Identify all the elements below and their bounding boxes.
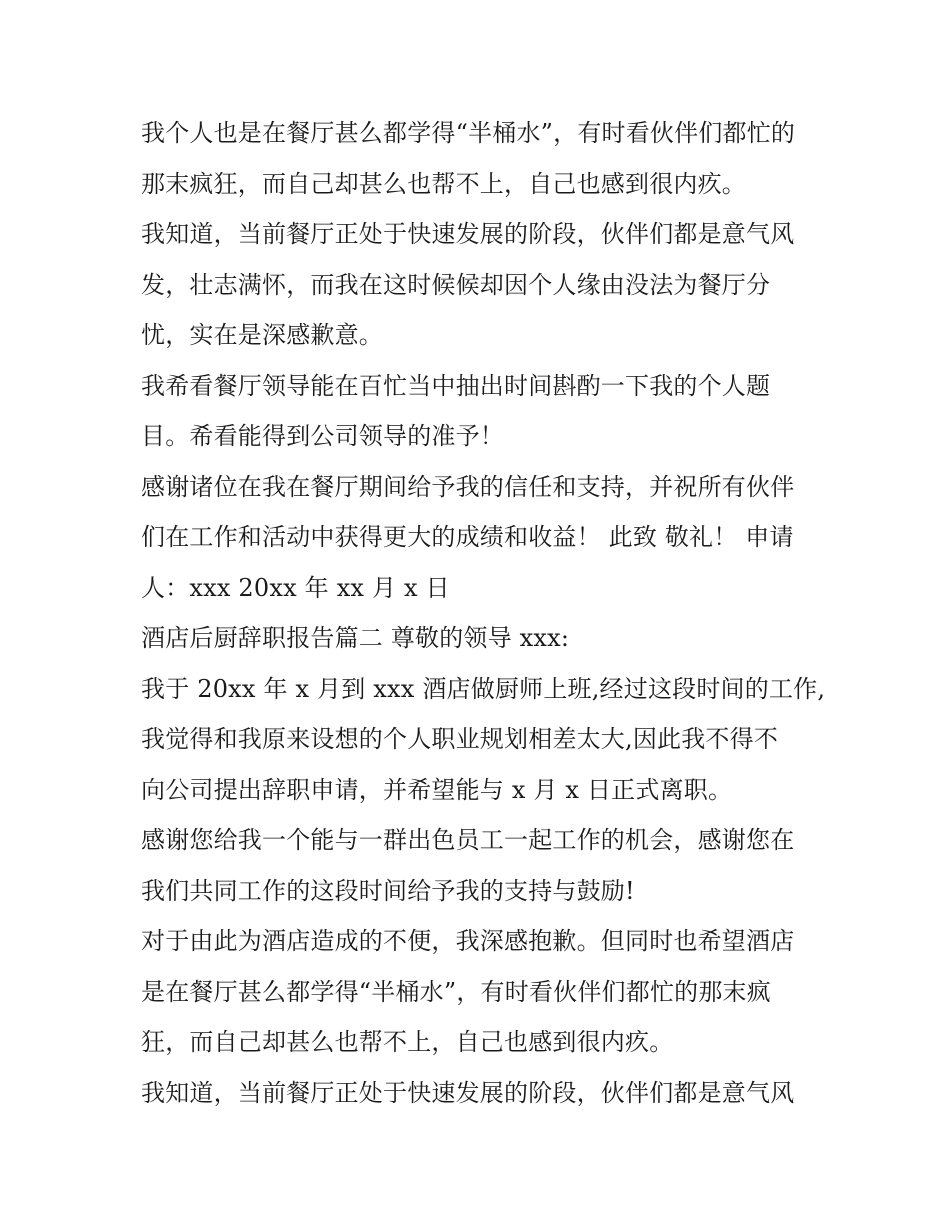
text-line-16: 我们共同工作的这段时间给予我的支持与鼓励!	[141, 876, 635, 905]
document-body	[141, 108, 826, 1118]
text-line-10: 人：xxx 20xx 年 xx 月 x 日	[141, 573, 450, 602]
text-line-7: 目。希看能得到公司领导的准予！	[141, 422, 504, 450]
text-line-8: 感谢诸位在我在餐厅期间给予我的信任和支持，并祝所有伙伴	[141, 472, 795, 501]
text-line-5: 忧，实在是深感歉意。	[141, 321, 383, 349]
text-line-20: 我知道，当前餐厅正处于快速发展的阶段，伙伴们都是意气风	[141, 1078, 795, 1107]
text-line-17: 对于由此为酒店造成的不便，我深感抱歉。但同时也希望酒店	[141, 927, 795, 955]
text-line-1: 我个人也是在餐厅甚么都学得“半桶水”，有时看伙伴们都忙的	[141, 119, 796, 147]
text-line-3: 我知道，当前餐厅正处于快速发展的阶段，伙伴们都是意气风	[141, 220, 795, 248]
text-line-4: 发，壮志满怀，而我在这时候候却因个人缘由没法为餐厅分	[141, 270, 771, 299]
text-line-11: 酒店后厨辞职报告篇二 尊敬的领导 xxx:	[141, 624, 570, 652]
text-line-6: 我希看餐厅领导能在百忙当中抽出时间斟酌一下我的个人题	[141, 371, 771, 400]
text-line-2: 那末疯狂，而自己却甚么也帮不上，自己也感到很内疚。	[141, 169, 746, 198]
text-line-9: 们在工作和活动中获得更大的成绩和收益！ 此致 敬礼！ 申请	[141, 523, 794, 551]
text-line-19: 狂，而自己却甚么也帮不上，自己也感到很内疚。	[141, 1028, 674, 1056]
text-line-12: 我于 20xx 年 x 月到 xxx 酒店做厨师上班,经过这段时间的工作,	[141, 674, 826, 703]
text-line-18: 是在餐厅甚么都学得“半桶水”，有时看伙伴们都忙的那末疯	[141, 977, 771, 1006]
text-line-14: 向公司提出辞职申请，并希望能与 x 月 x 日正式离职。	[141, 775, 733, 804]
text-line-13: 我觉得和我原来设想的个人职业规划相差太大,因此我不得不	[141, 725, 779, 753]
text-line-15: 感谢您给我一个能与一群出色员工一起工作的机会，感谢您在	[141, 826, 795, 854]
